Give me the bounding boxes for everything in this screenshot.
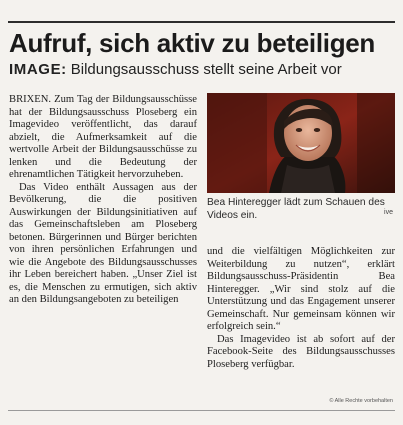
article-paragraph: BRIXEN. Zum Tag der Bildungsausschüsse hat der Bildungsausschuss Ploseberg ein Imagevideo veröffentlicht, das darauf abzielt, die Aufmerksamkeit auf die wertvolle Arbeit der Bildungsausschüsse zu lenken und die Bedeutung der ehrenamtlichen Tätigkeit hervorzuheben. — [9, 94, 197, 180]
article-headline: Aufruf, sich aktiv zu beteiligen — [9, 28, 376, 58]
article-subheadline — [9, 61, 399, 79]
article-photo — [207, 93, 395, 193]
article-paragraph: Das Imagevideo ist ab sofort auf der Facebook-Seite des Bildungsausschusses Ploseberg verfügbar. — [207, 333, 395, 370]
article-paragraph: Das Video enthält Aussagen aus der Bevölkerung, die die positiven Auswirkungen der Bildungsinitiativen auf das Gemeinschaftsleben am Ploseberg betonen. Bürgerinnen und Bürger berichten von ihren persönlichen Erfahrungen und wie die Angebote des Bildungsausschusses ihr Leben bereichert haben. „Unser Ziel ist es, die Menschen zu ermutigen, sich aktiv an den Bildungsangeboten zu beteiligen — [9, 181, 197, 305]
portrait-photo — [207, 93, 395, 193]
photo-caption: Bea Hinteregger lädt zum Schauen des Videos ein. — [207, 197, 385, 221]
copyright-notice: © Alle Rechte vorbehalten — [329, 398, 393, 404]
subheadline-kicker: IMAGE: — [9, 61, 67, 78]
article-column-right — [207, 246, 395, 371]
photo-credit: ive — [384, 209, 393, 216]
bottom-rule — [8, 410, 395, 411]
article-paragraph: und die vielfältigen Möglichkeiten zur Weiterbildung zu nutzen“, erklärt Bildungsausschuss-Präsidentin Bea Hinteregger. „Wir sind stolz auf die Unterstützung und das Engagement unserer Gemeinschaft. Nur gemeinsam können wir erfolgreich sein.“ — [207, 246, 395, 332]
subheadline-text: Bildungsausschuss stellt seine Arbeit vor — [70, 61, 342, 78]
top-rule — [8, 21, 395, 23]
article-column-left — [9, 94, 197, 307]
